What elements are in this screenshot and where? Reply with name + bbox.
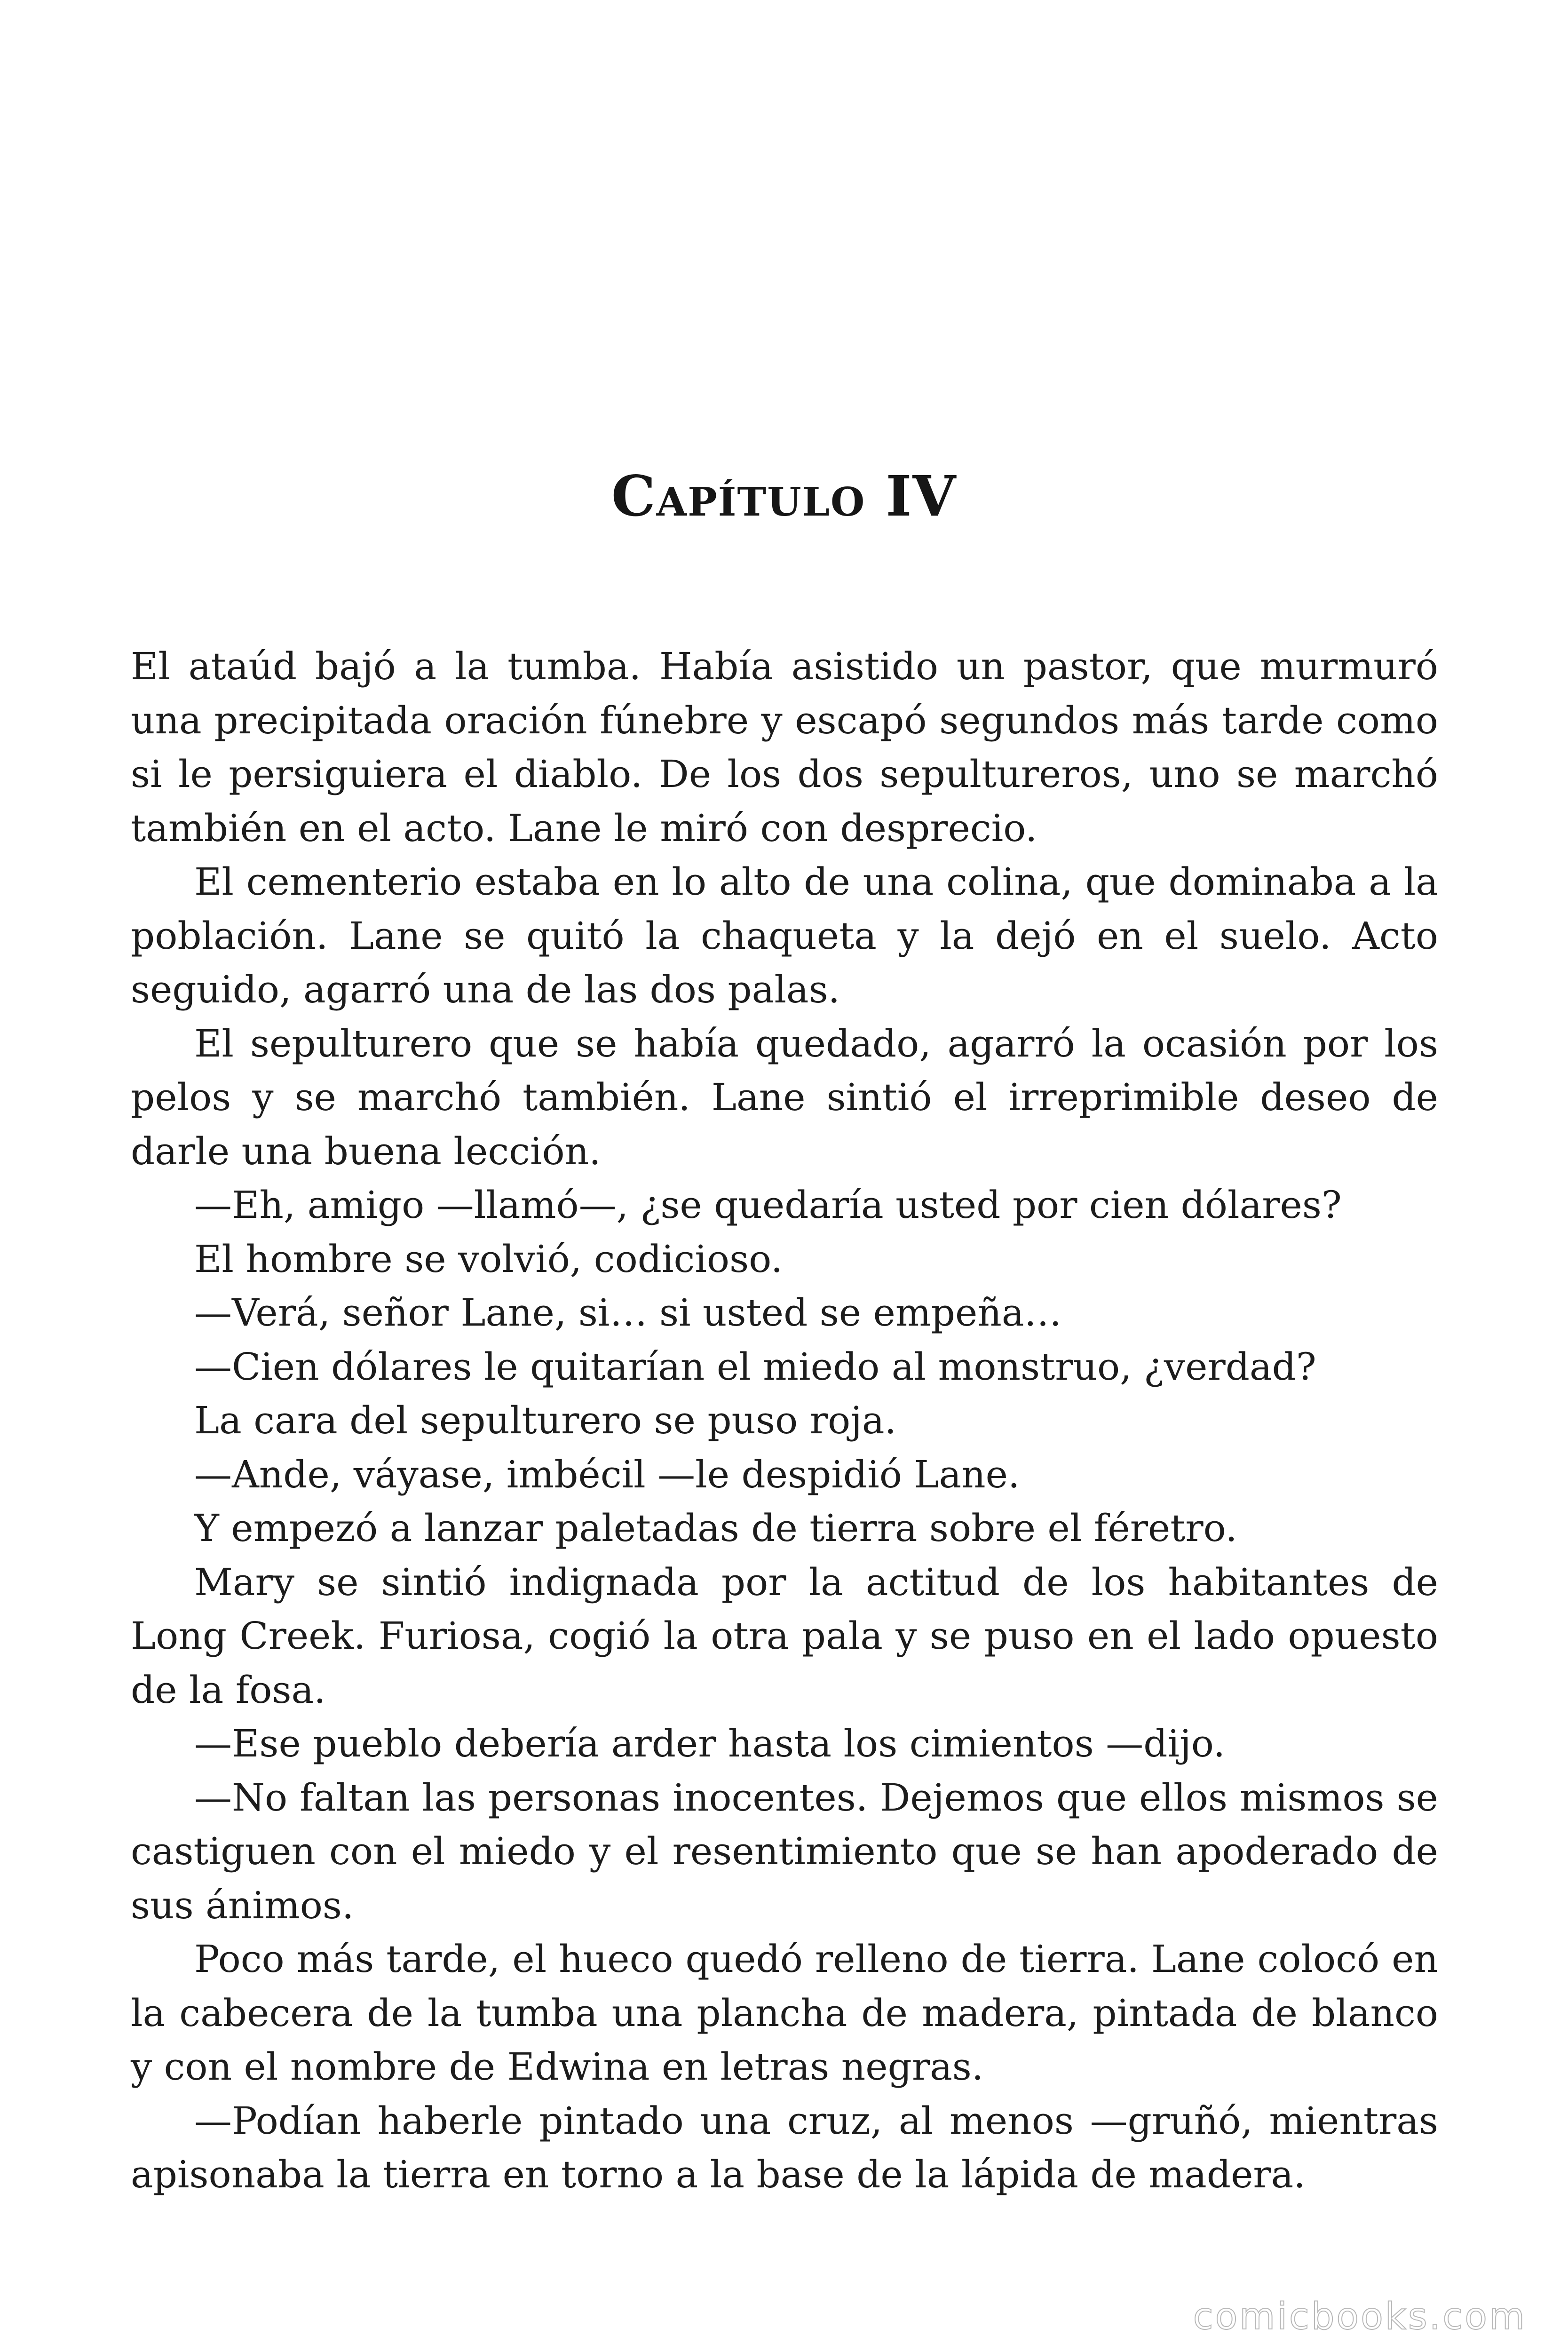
watermark: comicbooks.com	[1193, 2296, 1527, 2338]
paragraph: El hombre se volvió, codicioso.	[194, 1237, 783, 1281]
chapter-body	[131, 640, 1438, 2202]
dialogue-line: —Ande, váyase, imbécil —le despidió Lane.	[194, 1452, 1020, 1496]
dialogue-line: —Cien dólares le quitarían el miedo al monstruo, ¿verdad?	[194, 1344, 1316, 1389]
dialogue-line: —No faltan las personas inocentes. Dejemos que ellos mismos se castiguen con el miedo y el resentimiento que se han apoderado de sus ánimos.	[131, 1775, 1438, 1927]
paragraph: La cara del sepulturero se puso roja.	[194, 1398, 897, 1442]
dialogue-line: —Ese pueblo debería arder hasta los cimientos —dijo.	[194, 1722, 1225, 1765]
paragraph: El cementerio estaba en lo alto de una colina, que dominaba a la población. Lane se quitó la chaqueta y la dejó en el suelo. Acto seguido, agarró una de las dos palas.	[131, 860, 1438, 1011]
dialogue-line: —Eh, amigo —llamó—, ¿se quedaría usted por cien dólares?	[194, 1183, 1342, 1227]
dialogue-line: —Verá, señor Lane, si… si usted se empeña…	[194, 1291, 1062, 1335]
dialogue-line: —Podían haberle pintado una cruz, al menos —gruñó, mientras apisonaba la tierra en torno a la base de la lápida de madera.	[131, 2098, 1438, 2196]
paragraph: Y empezó a lanzar paletadas de tierra sobre el féretro.	[194, 1506, 1237, 1550]
paragraph: El sepulturero que se había quedado, agarró la ocasión por los pelos y se marchó también. Lane sintió el irreprimible deseo de darle una buena lección.	[131, 1021, 1438, 1173]
paragraph: Poco más tarde, el hueco quedó relleno de tierra. Lane colocó en la cabecera de la tumba una plancha de madera, pintada de blanco y con el nombre de Edwina en letras negras.	[131, 1937, 1438, 2089]
chapter-title: Capítulo IV	[611, 463, 957, 529]
paragraph: Mary se sintió indignada por la actitud de los habitantes de Long Creek. Furiosa, cogió la otra pala y se puso en el lado opuesto de la fosa.	[131, 1560, 1438, 1712]
paragraph: El ataúd bajó a la tumba. Había asistido un pastor, que murmuró una precipitada oración fúnebre y escapó segundos más tarde como si le persiguiera el diablo. De los dos sepultureros, uno se marchó también en el acto. Lane le miró con desprecio.	[131, 644, 1438, 850]
